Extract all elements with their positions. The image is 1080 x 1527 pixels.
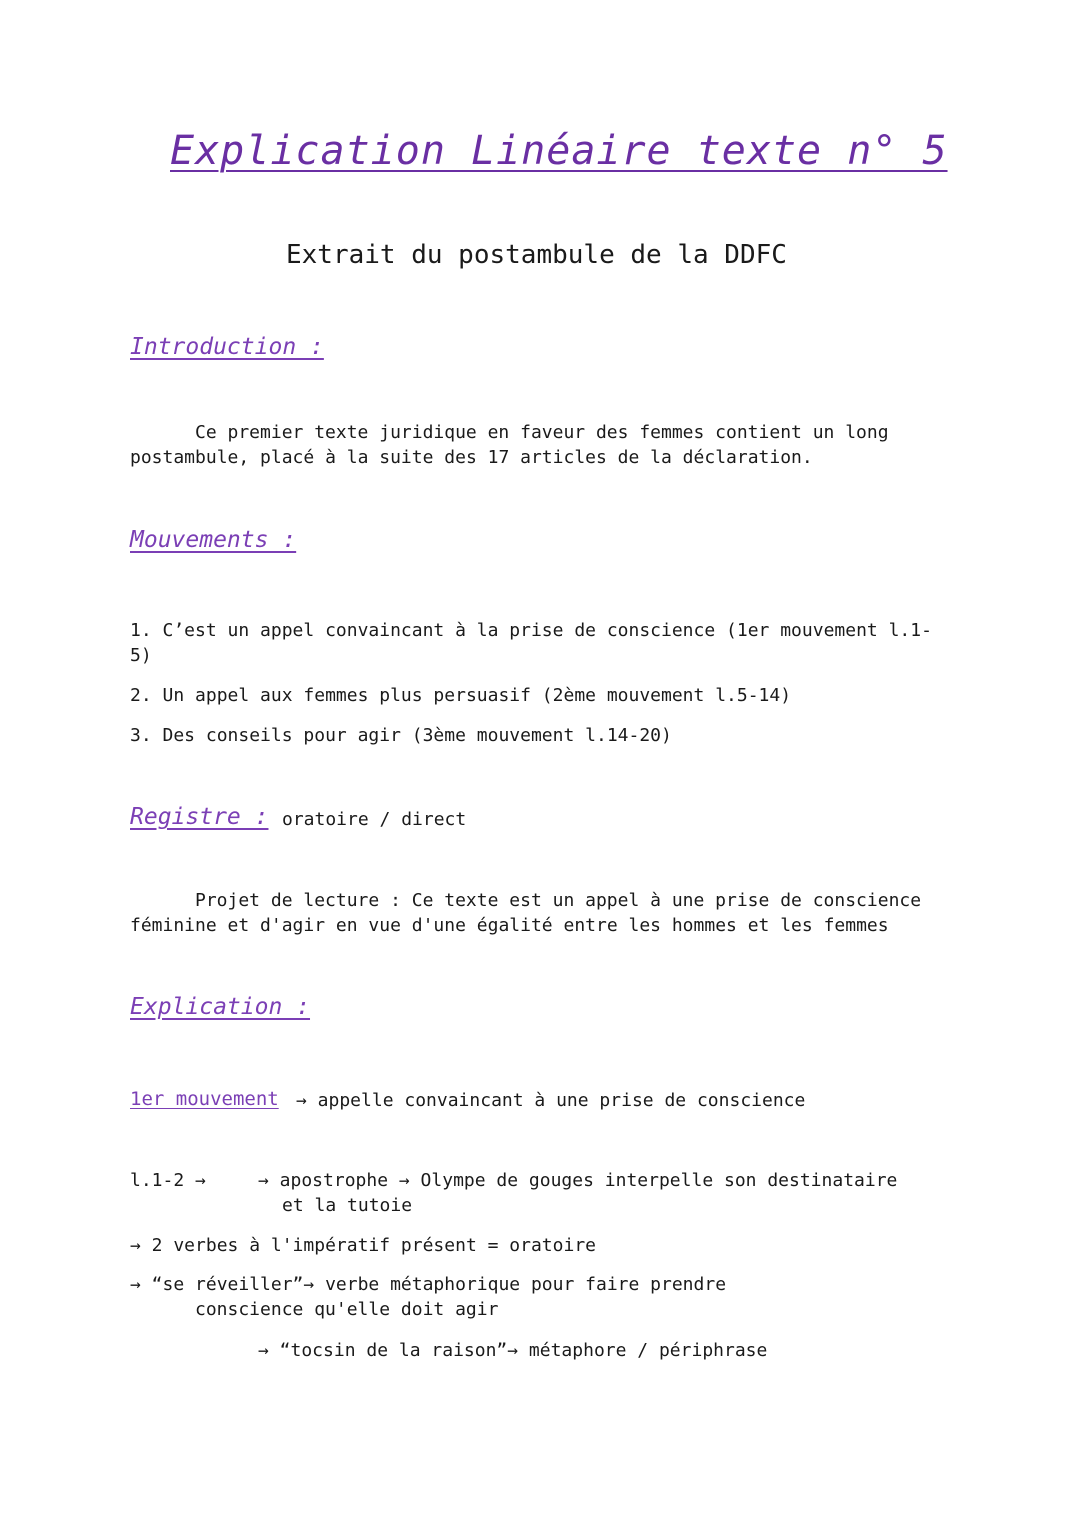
projet-line-1: Projet de lecture : Ce texte est un appel à une prise de conscience: [195, 890, 922, 911]
mouvement-item-3: 3. Des conseils pour agir (3ème mouvement l.14-20): [130, 725, 672, 746]
introduction-line-2: postambule, placé à la suite des 17 articles de la déclaration.: [130, 447, 813, 468]
explication-heading: Explication :: [130, 994, 311, 1020]
point-reveiller-line-1: → “se réveiller”→ verbe métaphorique pour faire prendre: [130, 1274, 727, 1295]
first-movement-label: 1er mouvement: [130, 1088, 279, 1110]
mouvement-item-2: 2. Un appel aux femmes plus persuasif (2ème mouvement l.5-14): [130, 685, 792, 706]
mouvements-heading: Mouvements :: [130, 527, 297, 553]
introduction-heading: Introduction :: [130, 334, 324, 360]
first-movement-text: → appelle convaincant à une prise de conscience: [296, 1090, 806, 1111]
mouvement-item-1-line-1: 1. C’est un appel convaincant à la prise de conscience (1er mouvement l.1-: [130, 620, 932, 641]
line-reference: l.1-2 →: [130, 1170, 206, 1191]
point-tocsin: → “tocsin de la raison”→ métaphore / périphrase: [258, 1340, 768, 1361]
point-apostrophe-line-2: et la tutoie: [282, 1195, 413, 1216]
registre-value: oratoire / direct: [282, 809, 467, 830]
registre-heading: Registre :: [130, 804, 269, 830]
mouvement-item-1-line-2: 5): [130, 645, 152, 666]
point-apostrophe-line-1: → apostrophe → Olympe de gouges interpelle son destinataire: [258, 1170, 898, 1191]
page-title: Explication Linéaire texte n° 5: [170, 128, 948, 174]
point-reveiller-line-2: conscience qu'elle doit agir: [195, 1299, 499, 1320]
page-subtitle: Extrait du postambule de la DDFC: [286, 240, 787, 270]
point-imperatif: → 2 verbes à l'impératif présent = oratoire: [130, 1235, 596, 1256]
projet-line-2: féminine et d'agir en vue d'une égalité entre les hommes et les femmes: [130, 915, 889, 936]
introduction-line-1: Ce premier texte juridique en faveur des femmes contient un long: [195, 422, 889, 443]
